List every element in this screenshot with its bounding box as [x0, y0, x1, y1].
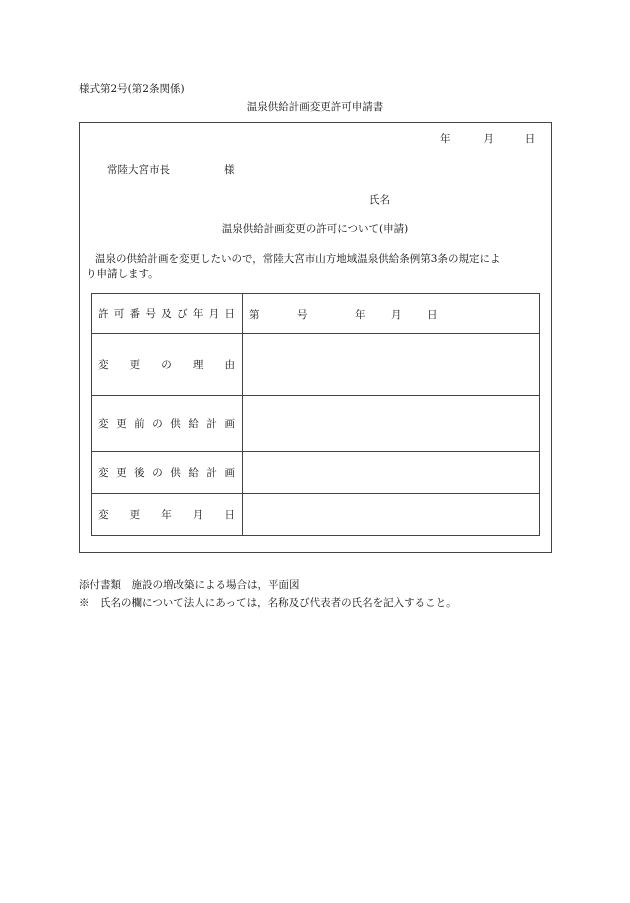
document-title: 温泉供給計画変更許可申請書	[246, 101, 384, 113]
dai-label: 第	[249, 309, 260, 321]
subject-line: 温泉供給計画変更の許可について(申請)	[221, 223, 409, 235]
permit-number-date-label: 許 可 番 号 及 び 年 月 日	[98, 308, 235, 320]
row-label-cell	[92, 294, 243, 334]
row-label-cell	[92, 334, 243, 396]
table-row	[92, 396, 540, 452]
table-row	[92, 334, 540, 396]
body-text-line-2: り申請します。	[86, 268, 159, 280]
change-reason-value[interactable]	[243, 334, 540, 396]
date-month: 月	[483, 133, 494, 145]
addressee: 常陸大宮市長	[107, 164, 170, 176]
year-label: 年	[355, 309, 366, 321]
change-date-label: 変 更 年 月 日	[98, 509, 235, 521]
change-reason-label: 変 更 の 理 由	[98, 359, 235, 371]
change-date-value[interactable]	[243, 494, 540, 536]
day-label: 日	[427, 309, 438, 321]
form-number: 様式第2号(第2条関係)	[79, 83, 185, 95]
footnote: ※ 氏名の欄について法人にあっては，名称及び代表者の氏名を記入すること。	[79, 597, 457, 609]
go-label: 号	[297, 309, 308, 321]
plan-before-label: 変 更 前 の 供 給 計 画	[98, 418, 235, 430]
honorific: 様	[224, 164, 235, 176]
table-row	[92, 494, 540, 536]
row-label-cell	[92, 494, 243, 536]
body-text-line-1: 温泉の供給計画を変更したいので，常陸大宮市山方地域温泉供給条例第3条の規定によ	[95, 253, 501, 265]
table-row	[92, 452, 540, 494]
plan-before-value[interactable]	[243, 396, 540, 452]
date-line	[440, 131, 535, 146]
plan-after-label: 変 更 後 の 供 給 計 画	[98, 467, 235, 479]
permit-details-table	[91, 293, 540, 536]
permit-number-date-value[interactable]	[243, 294, 540, 334]
date-year: 年	[440, 133, 451, 145]
plan-after-value[interactable]	[243, 452, 540, 494]
date-day: 日	[524, 133, 536, 145]
row-label-cell	[92, 452, 243, 494]
attachments-note: 添付書類 施設の増改築による場合は，平面図	[79, 579, 300, 591]
month-label: 月	[391, 309, 402, 321]
applicant-name-label: 氏名	[369, 194, 390, 206]
table-row	[92, 294, 540, 334]
row-label-cell	[92, 396, 243, 452]
